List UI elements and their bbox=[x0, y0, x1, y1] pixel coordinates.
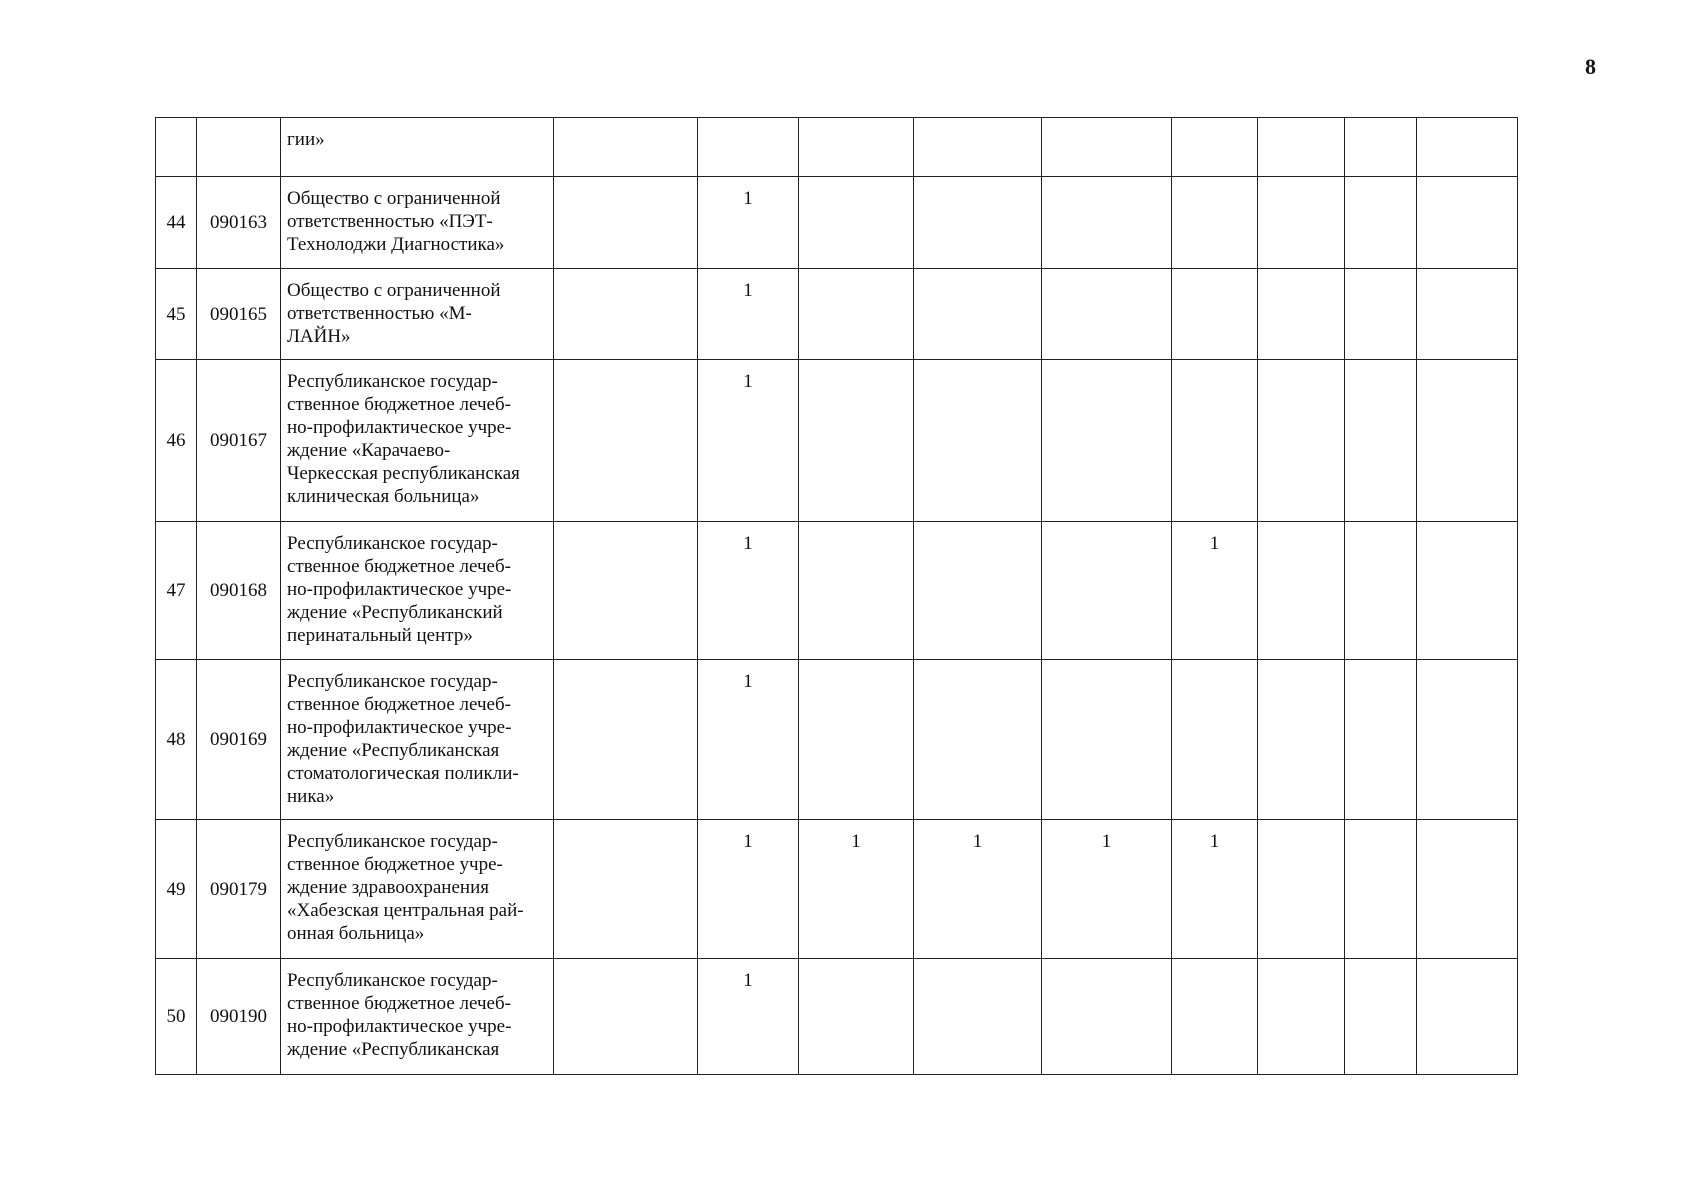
value-cell bbox=[799, 177, 914, 269]
row-number bbox=[156, 118, 197, 177]
value-cell bbox=[1172, 118, 1258, 177]
value-cell bbox=[1417, 177, 1518, 269]
value-cell bbox=[1042, 660, 1172, 820]
value-cell bbox=[799, 269, 914, 360]
value-cell: 1 bbox=[799, 820, 914, 959]
value-cell bbox=[1345, 118, 1417, 177]
page-number: 8 bbox=[1585, 54, 1596, 79]
table-row bbox=[156, 820, 1604, 959]
value-cell bbox=[554, 177, 698, 269]
table-row bbox=[156, 660, 1604, 820]
value-cell bbox=[799, 522, 914, 660]
value-cell bbox=[1417, 522, 1518, 660]
row-number: 50 bbox=[156, 959, 197, 1075]
value-cell: 1 bbox=[1042, 820, 1172, 959]
value-cell bbox=[554, 118, 698, 177]
value-cell bbox=[1345, 959, 1417, 1075]
value-cell bbox=[554, 660, 698, 820]
value-cell bbox=[1417, 269, 1518, 360]
value-cell bbox=[799, 660, 914, 820]
value-cell bbox=[914, 269, 1042, 360]
value-cell bbox=[1345, 820, 1417, 959]
value-cell bbox=[1042, 118, 1172, 177]
org-code: 090165 bbox=[197, 269, 281, 360]
org-code: 090179 bbox=[197, 820, 281, 959]
value-cell bbox=[1042, 360, 1172, 522]
value-cell bbox=[1172, 660, 1258, 820]
value-cell: 1 bbox=[698, 660, 799, 820]
value-cell bbox=[914, 660, 1042, 820]
org-name: Республиканское государ- ственное бюджетное лечеб- но-профилактическое учре- ждение «Карачаево- Черкесская республиканская клиническая больница» bbox=[281, 360, 554, 522]
value-cell bbox=[1345, 177, 1417, 269]
value-cell bbox=[1417, 360, 1518, 522]
value-cell bbox=[799, 959, 914, 1075]
value-cell bbox=[1258, 660, 1345, 820]
table-row bbox=[156, 959, 1604, 1075]
value-cell: 1 bbox=[1172, 820, 1258, 959]
value-cell: 1 bbox=[698, 360, 799, 522]
value-cell bbox=[1345, 360, 1417, 522]
org-name: Общество с ограниченной ответственностью «ПЭТ- Технолоджи Диагностика» bbox=[281, 177, 554, 269]
org-code bbox=[197, 118, 281, 177]
value-cell: 1 bbox=[698, 820, 799, 959]
value-cell bbox=[799, 360, 914, 522]
value-cell bbox=[914, 118, 1042, 177]
value-cell bbox=[698, 118, 799, 177]
value-cell bbox=[1258, 959, 1345, 1075]
table-row bbox=[156, 360, 1604, 522]
value-cell bbox=[1258, 177, 1345, 269]
row-number: 46 bbox=[156, 360, 197, 522]
org-code: 090168 bbox=[197, 522, 281, 660]
row-number: 49 bbox=[156, 820, 197, 959]
value-cell bbox=[1042, 177, 1172, 269]
value-cell bbox=[1042, 959, 1172, 1075]
value-cell: 1 bbox=[698, 959, 799, 1075]
org-name: гии» bbox=[281, 118, 554, 177]
table-row bbox=[156, 522, 1604, 660]
value-cell bbox=[1042, 522, 1172, 660]
value-cell: 1 bbox=[698, 177, 799, 269]
value-cell bbox=[1042, 269, 1172, 360]
value-cell bbox=[554, 360, 698, 522]
value-cell: 1 bbox=[914, 820, 1042, 959]
value-cell bbox=[1417, 660, 1518, 820]
row-number: 48 bbox=[156, 660, 197, 820]
row-number: 45 bbox=[156, 269, 197, 360]
org-code: 090190 bbox=[197, 959, 281, 1075]
value-cell bbox=[1345, 522, 1417, 660]
org-name: Республиканское государ- ственное бюджетное лечеб- но-профилактическое учре- ждение «Республиканский перинатальный центр» bbox=[281, 522, 554, 660]
value-cell bbox=[799, 118, 914, 177]
value-cell bbox=[554, 522, 698, 660]
value-cell bbox=[1345, 660, 1417, 820]
value-cell bbox=[1172, 269, 1258, 360]
value-cell bbox=[1172, 360, 1258, 522]
value-cell bbox=[554, 269, 698, 360]
value-cell bbox=[914, 522, 1042, 660]
value-cell bbox=[1258, 360, 1345, 522]
value-cell bbox=[1417, 820, 1518, 959]
value-cell: 1 bbox=[698, 522, 799, 660]
value-cell: 1 bbox=[698, 269, 799, 360]
value-cell bbox=[1258, 820, 1345, 959]
table-row bbox=[156, 177, 1604, 269]
value-cell: 1 bbox=[1172, 522, 1258, 660]
org-code: 090163 bbox=[197, 177, 281, 269]
value-cell bbox=[914, 360, 1042, 522]
org-code: 090167 bbox=[197, 360, 281, 522]
value-cell bbox=[1258, 522, 1345, 660]
value-cell bbox=[914, 959, 1042, 1075]
table-row bbox=[156, 269, 1604, 360]
value-cell bbox=[554, 959, 698, 1075]
value-cell bbox=[1258, 269, 1345, 360]
organizations-table bbox=[155, 117, 1604, 1075]
org-name: Республиканское государ- ственное бюджетное лечеб- но-профилактическое учре- ждение «Республиканская стоматологическая поликли- ника» bbox=[281, 660, 554, 820]
table-row bbox=[156, 118, 1604, 177]
row-number: 44 bbox=[156, 177, 197, 269]
value-cell bbox=[1417, 118, 1518, 177]
row-number: 47 bbox=[156, 522, 197, 660]
value-cell bbox=[1417, 959, 1518, 1075]
value-cell bbox=[914, 177, 1042, 269]
org-name: Общество с ограниченной ответственностью «М- ЛАЙН» bbox=[281, 269, 554, 360]
org-code: 090169 bbox=[197, 660, 281, 820]
value-cell bbox=[554, 820, 698, 959]
value-cell bbox=[1345, 269, 1417, 360]
org-name: Республиканское государ- ственное бюджетное учре- ждение здравоохранения «Хабезская центральная рай- онная больница» bbox=[281, 820, 554, 959]
value-cell bbox=[1172, 177, 1258, 269]
org-name: Республиканское государ- ственное бюджетное лечеб- но-профилактическое учре- ждение «Республиканская bbox=[281, 959, 554, 1075]
value-cell bbox=[1172, 959, 1258, 1075]
value-cell bbox=[1258, 118, 1345, 177]
